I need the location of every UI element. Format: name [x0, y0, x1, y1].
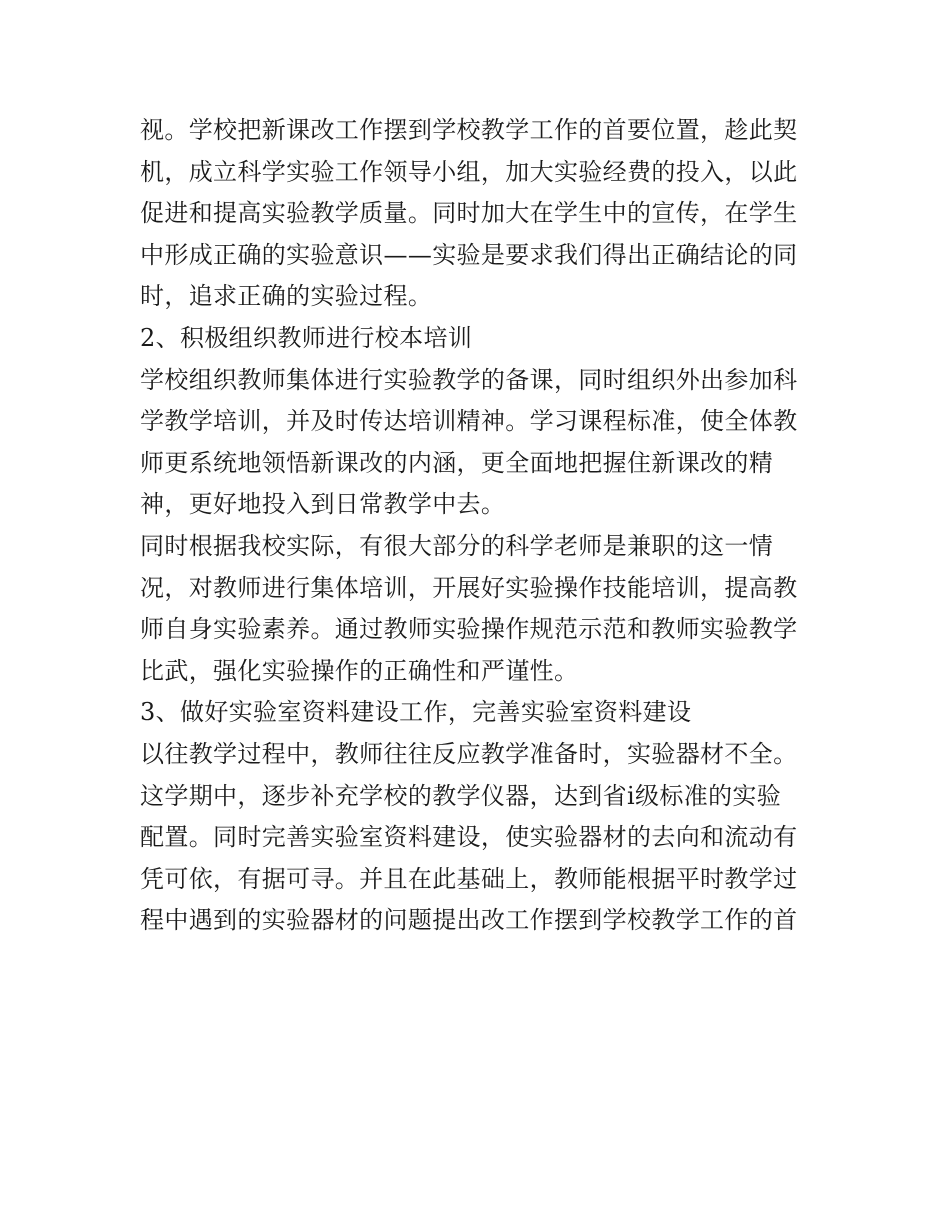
section-heading: 3、做好实验室资料建设工作，完善实验室资料建设: [140, 698, 692, 727]
text-line: 神，更好地投入到日常教学中去。: [140, 490, 506, 519]
text-line: 以往教学过程中，教师往往反应教学准备时，实验器材不全。: [140, 739, 798, 768]
text-line: 师更系统地领悟新课改的内涵，更全面地把握住新课改的精: [140, 448, 774, 477]
text-line: 学教学培训，并及时传达培训精神。学习课程标准，使全体教: [140, 407, 798, 436]
text-line: 凭可依，有据可寻。并且在此基础上，教师能根据平时教学过: [140, 864, 798, 893]
text-line: 时，追求正确的实验过程。: [140, 282, 433, 311]
text-line: 学校组织教师集体进行实验教学的备课，同时组织外出参加科: [140, 365, 798, 394]
text-line: 机，成立科学实验工作领导小组，加大实验经费的投入，以此: [140, 157, 798, 186]
text-line: 况，对教师进行集体培训，开展好实验操作技能培训，提高教: [140, 573, 798, 602]
document-body: [140, 110, 820, 942]
text-line: 师自身实验素养。通过教师实验操作规范示范和教师实验教学: [140, 615, 798, 644]
text-line: 视。学校把新课改工作摆到学校教学工作的首要位置，趁此契: [140, 116, 798, 144]
text-line: 促进和提高实验教学质量。同时加大在学生中的宣传，在学生: [140, 199, 798, 228]
section-heading: 2、积极组织教师进行校本培训: [140, 323, 473, 352]
text-line: 这学期中，逐步补充学校的教学仪器，达到省ⅰ级标准的实验: [140, 781, 782, 810]
text-line: 程中遇到的实验器材的问题提出改工作摆到学校教学工作的首: [140, 906, 798, 935]
text-line: 中形成正确的实验意识——实验是要求我们得出正确结论的同: [140, 240, 798, 269]
text-line: 配置。同时完善实验室资料建设，使实验器材的去向和流动有: [140, 823, 798, 852]
text-line: 同时根据我校实际，有很大部分的科学老师是兼职的这一情: [140, 531, 774, 560]
text-line: 比武，强化实验操作的正确性和严谨性。: [140, 656, 579, 685]
